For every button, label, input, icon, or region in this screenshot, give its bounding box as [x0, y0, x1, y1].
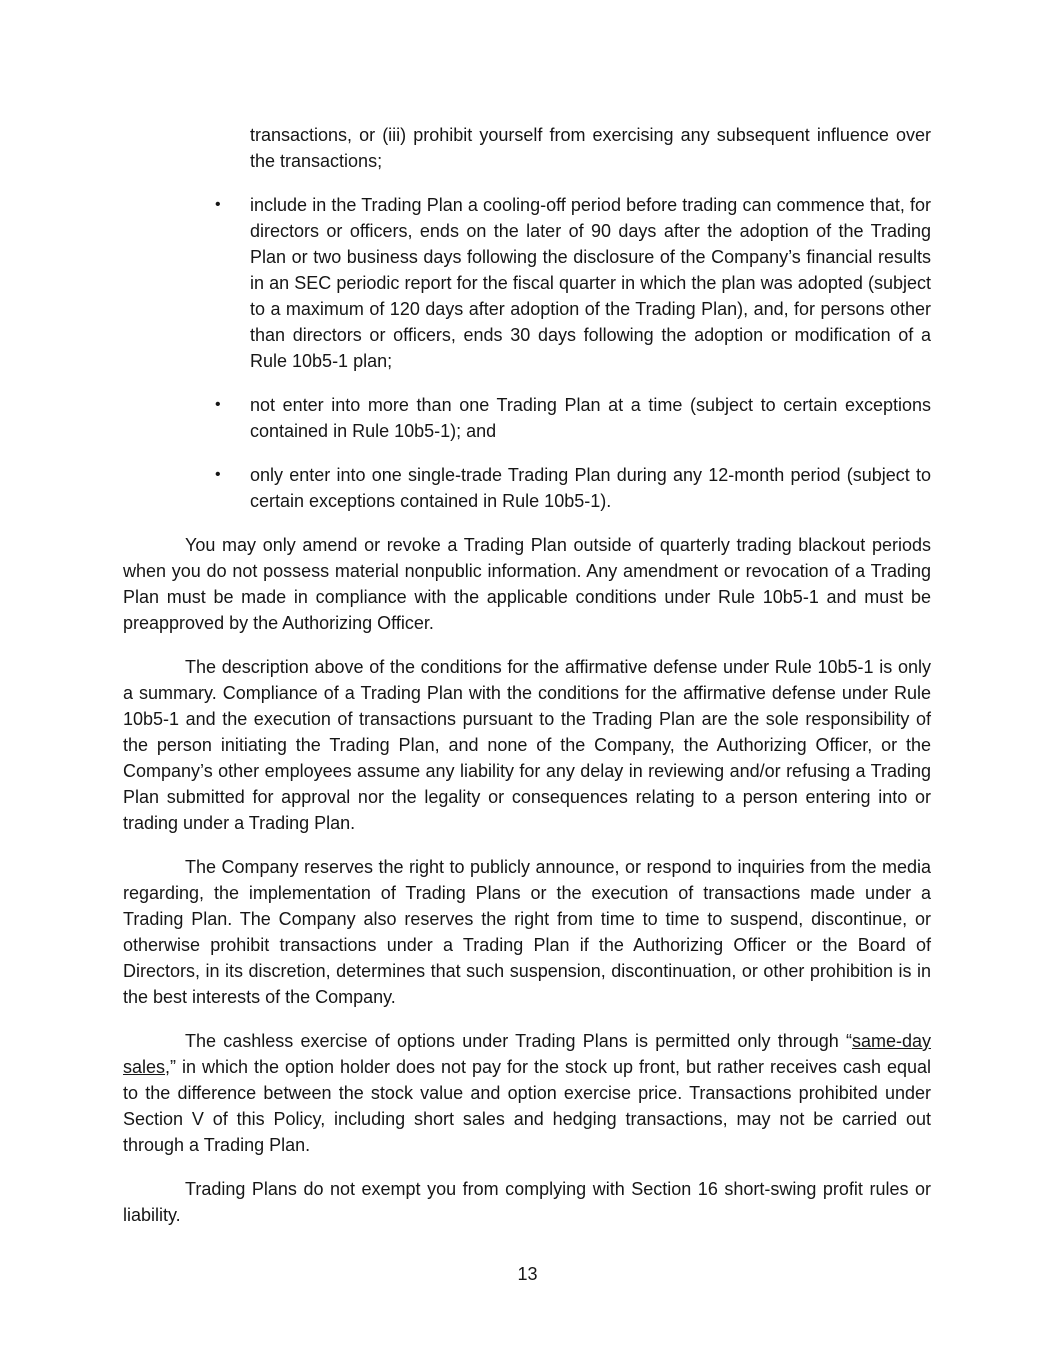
bullet-list [123, 192, 931, 514]
paragraph-cashless-exercise [123, 1028, 931, 1158]
bullet-text: only enter into one single-trade Trading Plan during any 12-month period (subject to certain exceptions contained in Rule 10b5-1). [250, 465, 931, 511]
paragraph-section-16: Trading Plans do not exempt you from complying with Section 16 short-swing profit rules or liability. [123, 1179, 931, 1225]
bullet-item-single-trade-plan [215, 462, 931, 514]
same-day-sales-underlined-phrase: same-day sales [123, 1031, 931, 1077]
continuation-paragraph: transactions, or (iii) prohibit yourself from exercising any subsequent influence over the transactions; [250, 125, 931, 171]
bullet-item-cooling-off-period [215, 192, 931, 374]
cashless-text-after: ,” in which the option holder does not pay for the stock up front, but rather receives cash equal to the difference between the stock value and option exercise price. Transactions prohibited under Section V of this Policy, including short sales and hedging transactions, may not be carried out through a Trading Plan. [123, 1057, 931, 1155]
cashless-text-before: The cashless exercise of options under Trading Plans is permitted only through “ [185, 1031, 852, 1051]
bullet-marker: • [215, 396, 221, 413]
bullet-marker: • [215, 466, 221, 483]
bullet-marker: • [215, 196, 221, 213]
paragraph-amend-revoke: You may only amend or revoke a Trading Plan outside of quarterly trading blackout periods when you do not possess material nonpublic information. Any amendment or revocation of a Trading Plan must be made in compliance with the applicable conditions under Rule 10b5-1 and must be preapproved by the Authorizing Officer. [123, 535, 931, 633]
bullet-item-one-plan-at-a-time [215, 392, 931, 444]
paragraph-summary-disclaimer: The description above of the conditions for the affirmative defense under Rule 10b5-1 is only a summary. Compliance of a Trading Plan with the conditions for the affirmative defense under Rule 10b5-1 and the execution of transactions pursuant to the Trading Plan are the sole responsibility of the person initiating the Trading Plan, and none of the Company, the Authorizing Officer, or the Company’s other employees assume any liability for any delay in reviewing and/or refusing a Trading Plan submitted for approval nor the legality or consequences relating to a person entering into or trading under a Trading Plan. [123, 657, 931, 833]
bullet-text: include in the Trading Plan a cooling-off period before trading can commence that, for directors or officers, ends on the later of 90 days after the adoption of the Trading Plan or two business days following the disclosure of the Company’s financial results in an SEC periodic report for the fiscal quarter in which the plan was adopted (subject to a maximum of 120 days after adoption of the Trading Plan), and, for persons other than directors or officers, ends 30 days following the adoption or modification of a Rule 10b5-1 plan; [250, 195, 931, 371]
bullet-text: not enter into more than one Trading Plan at a time (subject to certain exceptions contained in Rule 10b5-1); and [250, 395, 931, 441]
page-number: 13 [517, 1264, 538, 1284]
paragraph-company-rights: The Company reserves the right to publicly announce, or respond to inquiries from the media regarding, the implementation of Trading Plans or the execution of transactions made under a Trading Plan. The Company also reserves the right from time to time to suspend, discontinue, or otherwise prohibit transactions under a Trading Plan if the Authorizing Officer or the Board of Directors, in its discretion, determines that such suspension, discontinuation, or other prohibition is in the best interests of the Company. [123, 857, 931, 1007]
